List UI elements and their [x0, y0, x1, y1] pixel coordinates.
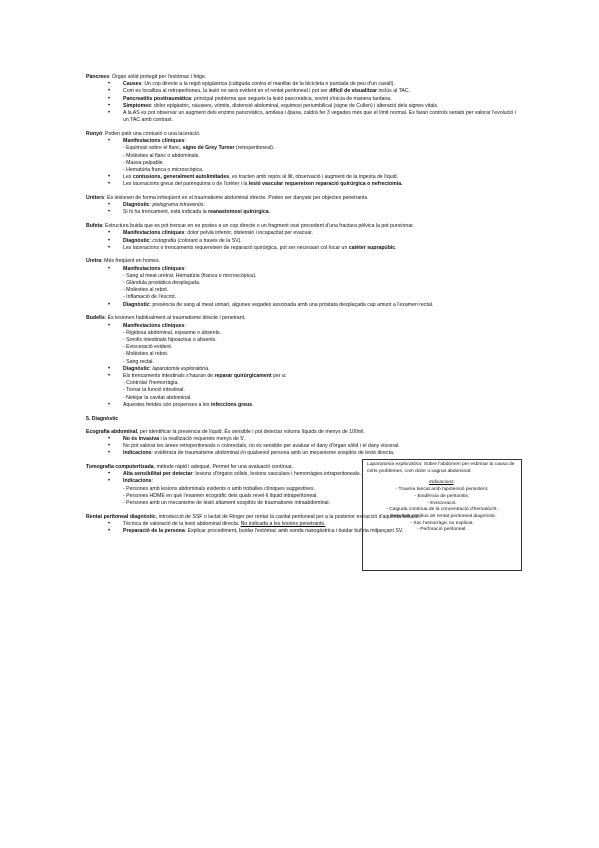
list-item: • Les laceracions o trencaments requereixen de reparació quirúrgica, pot ser necessari col·locar un catèter suprapúbic. — [86, 245, 516, 252]
section-rentat: Rentat peritoneal diagnòstic, introducció de SSF o lactat de Ringer per rentar la cavitat peritoneal per a la posterior extracció d'aquesta solució. • Tècnica de valoració de la lesió abdominal directa. No indicada a les lesions penetrants. • Preparació de la persona: Explicar procediment, buidar l'estómac amb sonda nasogàstrica i buidar bufeta mitjançant SV. — [86, 514, 516, 536]
list-item: • Com es localitza al retroperitoneu, la lesió no serà evident en el rentat peritoneal i pot ser difícil de visualitzar inclús al TAC. — [86, 88, 516, 95]
sub-item: - Equimosi sobre el flanc, signe de Grey Turner (retroperitoneal). — [123, 145, 275, 152]
rentat-title: Rentat peritoneal diagnòstic — [86, 513, 156, 520]
list-item: • No és invasiva i la realització requereix menys de 5'. — [86, 436, 516, 443]
box-item: - Xoc hemorràgic no explicat. — [410, 520, 474, 526]
section-uretra: Uretra: Més freqüent en homes. • Manifestacions clíniques: - Sang al meat uretral. Hematúria (franca o microscòpica). - Glàndula prostàtica desplaçada. - Molèsties al rebot. - Inflamació de l'escrot. • Diagnòstic: presència de sang al meat urinari, algunes vegades associada amb una pròstata desplaçada cap amunt a l'examen rectal. — [86, 258, 516, 308]
section-ecografia: Ecografia abdominal, per identificar la presència de líquid. És sensible i pot detectar volums líquids de menys de 100ml. • No és invasiva i la realització requereix menys de 5'. • No pot valorar les àrees retroperitoneals o colorectals, no és sensible per avaluar el dany d'òrgan sòlid i el dany visceral. • Indicacions: evidència de traumatisme abdominal i/o qualsevol persona amb un mecanisme sospitós de lesió directa. — [86, 429, 516, 458]
box-item: - Caiguda contínua de la concentració d'hematòcrit. — [386, 507, 498, 513]
section-budells: Budells: És lesionen habitualment al traumatisme directe i penetrant. • Manifestacions clíniques: - Rigidesa abdominal, espasme o absents. - Sorolls intestinals hipoactius o absents. - Evisceració evident. - Molèsties al rebot. - Sang rectal. • Diagnòstic: laparotomia exploratòria. • Els trencaments intestinals s'hauran de reparar quirúrgicament per a: - Controlar l'hemorràgia. - Tornar la funció intestinal. - Netejar la cavitat abdominal. • Aquestes ferides són propenses a les infeccions greus. — [86, 315, 516, 409]
ronyo-title: Ronyó — [86, 130, 103, 137]
list-item: • Preparació de la persona: Explicar procediment, buidar l'estómac amb sonda nasogàstrica i buidar bufeta mitjançant SV. — [86, 528, 516, 535]
section-heading-diagnostic: 5. Diagnòstic — [86, 415, 119, 422]
list-item: • Indicacions: evidència de traumatisme abdominal i/o qualsevol persona amb un mecanisme sospitós de lesió directa. — [86, 450, 516, 457]
list-item: • No pot valorar les àrees retroperitoneals o colorectals, no és sensible per avaluar el dany d'òrgan sòlid i el dany visceral. — [86, 443, 516, 450]
sub-item: - Hematúria franca o microscòpica. — [123, 166, 204, 173]
sub-item: - Massa palpable. — [123, 159, 164, 166]
list-item: • Diagnòstic: cistografia (colorant a través de la SV). — [86, 238, 516, 245]
box-item: - Evisceració. — [427, 500, 457, 506]
list-item: • Pancreatitis posttraumàtica: principal problema que segueix la lesió pancreàtica, sovint s'inicia de manera tardana. — [86, 96, 516, 103]
list-item: • Manifestacions clíniques: — [86, 138, 516, 145]
list-item: • Alta sensibilitat per detectar: lesions d'òrgans sòlids, lesions vasculars i hemorràgies intraperitoneals. — [86, 471, 516, 478]
box-indications-title: Indicacions — [429, 480, 454, 486]
box-title: Laparotomia exploratòria — [367, 462, 422, 467]
list-item: • Indicacions: — [86, 478, 516, 485]
pancrees-list — [86, 81, 516, 124]
box-item: - Resultats positius de rentat peritoneal diagnòstic. — [387, 513, 497, 519]
list-item: • Manifestacions clíniques: — [86, 323, 354, 330]
list-item: • Manifestacions clíniques: dolor pelvià inferior, distensió i incapacitat per evacuar. — [86, 230, 516, 237]
list-item: • A la AS es pot observar un augment dels enzims pancreàtics, amilasa i lipasa, caldrà fer 3 vegades més que el límit normal. Es faran controls seriats per valorar l'evolució i un TAC amb contrast. — [86, 110, 516, 124]
sub-item: - Glàndula prostàtica desplaçada. — [123, 280, 201, 287]
pancrees-title: Pàncrees — [86, 74, 110, 80]
list-item: • Els trencaments intestinals s'hauran de reparar quirúrgicament per a: — [86, 373, 354, 380]
section-bufeta: Bufeta: Estructura buida que es pot trencar en es postes a un cop directe o un fragment ossi procedent d'una fractura pèlvica la pot puncionar. • Manifestacions clíniques: dolor pelvià inferior, distensió i incapacitat per evacuar. • Diagnòstic: cistografia (colorant a través de la SV). • Les laceracions o trencaments requereixen de reparació quirúrgica, pot ser necessari col·locar un catèter suprapúbic. — [86, 223, 516, 252]
sub-item: - Sang rectal. — [123, 358, 154, 365]
sub-item: - Persones amb lesions abdominals evidents o amb troballes clíniques suggestives. — [123, 485, 316, 492]
sub-item: - Inflamació de l'escrot. — [123, 294, 177, 301]
box-item: - Trauma tancat amb hipotensió persistent. — [395, 487, 489, 493]
list-item: • Símptomes: dolor epigàstric, nàusees, vòmits, distensió abdominal, equimosi periumbilical (signe de Cullen) i alteració dels signes vitals. — [86, 103, 516, 110]
list-item: • Diagnòstic: presència de sang al meat urinari, algunes vegades associada amb una pròstata desplaçada cap amunt a l'examen rectal. — [86, 302, 516, 309]
sub-item: - Persones HDME en què l'examen ecogràfic dels quals revel·li líquid intraperitoneal. — [123, 492, 318, 499]
sub-item: - Molèsties al rebot. — [123, 351, 169, 358]
sub-item: - Netejar la cavitat abdominal. — [123, 394, 192, 401]
list-item: • Aquestes ferides són propenses a les infeccions greus. — [86, 402, 354, 409]
list-item: • Les laceracions greus del parènquima o de l'urèter i la lesió vascular requereixen reparació quirúrgica o nefrectomia. — [86, 181, 516, 188]
list-item: • Diagnòstic: pielograma intravenós. — [86, 202, 516, 209]
pancrees-intro: : Òrgan sòlid protegit per l'estómac i fetge. — [109, 74, 207, 80]
box-item: - Evidència de peritonitis. — [414, 493, 470, 499]
laparotomia-note-box: Laparotomia exploratòria: Sobre l'abdomen per esbrinar la causa de certs problemes, com dolor o sagnat abdominal. Indicacions: - Trauma tancat amb hipotensió persistent. - Evidència de peritonitis. - Evisceració. - Caiguda contínua de la concentració d'hematòcrit. - Resultats positius de rentat peritoneal diagnòstic. - Xoc hemorràgic no explicat. - Perforació peritoneal. — [362, 459, 522, 571]
list-item: • Tècnica de valoració de la lesió abdominal directa. No indicada a les lesions penetrants. — [86, 521, 516, 528]
list-item: • Causes: Un cop directe a la regió epigàstrica (cabguda contra el manillar de la bicicleta o puntada de peu d'un cavall). — [86, 81, 516, 88]
list-item: • Diagnòstic: laparotomia exploratòria. — [86, 366, 354, 373]
sub-item: - Molèsties al flanc o abdominals. — [123, 152, 200, 159]
uretra-title: Uretra — [86, 258, 102, 265]
tomografia-title: Tomografia computeritzada — [86, 464, 154, 471]
sub-item: - Tornar la funció intestinal. — [123, 387, 185, 394]
section-ureters: Urèters: És lesionen de forma infreqüent en el traumatisme abdominal directe. Poden ser danyats per objectes penetrants. • Diagnòstic: pielograma intravenós. • Si hi ha trencament, està indicada la reanastomosi quirúrgica. — [86, 195, 516, 217]
sub-item: - Controlar l'hemorràgia. — [123, 380, 179, 387]
list-item: • Si hi ha trencament, està indicada la reanastomosi quirúrgica. — [86, 209, 516, 216]
list-item: • Manifestacions clíniques: — [86, 266, 516, 273]
sub-item: - Evisceració evident. — [123, 344, 173, 351]
box-item: - Perforació peritoneal. — [417, 527, 467, 533]
section-tomografia: Tomografia computeritzada, mètode ràpid i adequat. Permet fer una avaluació contínua. • Alta sensibilitat per detectar: lesions d'òrgans sòlids, lesions vasculars i hemorràgies intraperitoneals. • Indicacions: - Persones amb lesions abdominals evidents o amb troballes clíniques suggestives. - Persones HDME en què l'examen ecogràfic dels quals revel·li líquid intraperitoneal. - Persones amb un mecanisme de lesió altament sospitós de traumatisme intraabdominal. — [86, 464, 516, 507]
sub-item: - Sorolls intestinals hipoactius o absents. — [123, 337, 217, 343]
list-item: • Les contusions, generalment autolimitades, es tracten amb repòs al llit, observació i augment de la ingesta de líquid. — [86, 174, 516, 181]
budells-title: Budells — [86, 315, 105, 322]
ecografia-title: Ecografia abdominal — [86, 428, 138, 435]
sub-item: - Sang al meat uretral. Hematúria (franca o microscòpica). — [123, 272, 257, 279]
sub-item: - Molèsties al rebot. — [123, 287, 169, 294]
sub-item: - Persones amb un mecanisme de lesió altament sospitós de traumatisme intraabdominal. — [123, 500, 331, 507]
sub-item: - Rigidesa abdominal, espasme o absents. — [123, 329, 222, 336]
section-pancrees — [86, 74, 516, 124]
section-ronyo: Ronyó: Poden patir una contusió o una laceració. • Manifestacions clíniques: - Equimosi sobre el flanc, signe de Grey Turner (retroperitoneal). - Molèsties al flanc o abdominals. - Massa palpable. - Hematúria franca o microscòpica. • Les contusions, generalment autolimitades, es tracten amb repòs al llit, observació i augment de la ingesta de líquid. • Les laceracions greus del parènquima o de l'urèter i la lesió vascular requereixen reparació quirúrgica o nefrectomia. — [86, 131, 516, 189]
ureters-title: Urèters — [86, 195, 105, 202]
bufeta-title: Bufeta — [86, 223, 103, 230]
